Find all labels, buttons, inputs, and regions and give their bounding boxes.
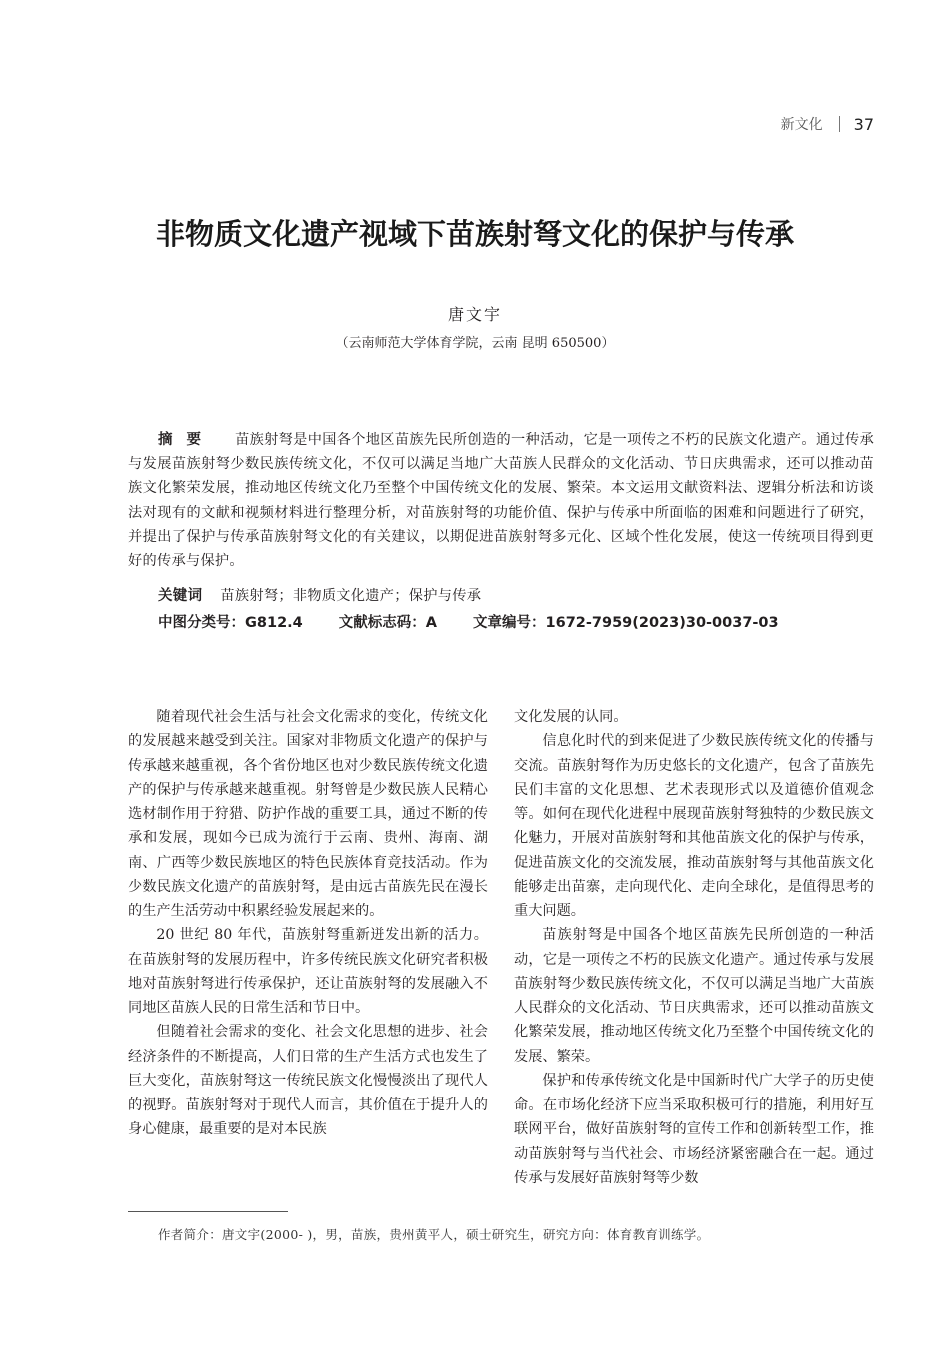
clc-number: 中图分类号：G812.4	[158, 615, 303, 631]
body-paragraph: 但随着社会需求的变化、社会文化思想的进步、社会经济条件的不断提高，人们日常的生产生活方式也发生了巨大变化，苗族射弩这一传统民族文化慢慢淡出了现代人的视野。苗族射弩对于现代人而言，其价值在于提升人的身心健康，最重要的是对本民族	[128, 1024, 488, 1138]
running-header	[781, 114, 874, 134]
article-number: 文章编号：1672-7959(2023)30-0037-03	[473, 615, 779, 631]
author-footnote: 作者简介：唐文宇(2000- )，男，苗族，贵州黄平人，硕士研究生，研究方向：体育教育训练学。	[158, 1227, 710, 1242]
journal-section: 新文化	[780, 117, 823, 133]
header-divider	[839, 116, 840, 132]
keywords-text: 苗族射弩；非物质文化遗产；保护与传承	[220, 588, 482, 604]
body-column-right	[514, 705, 874, 1190]
author-affiliation: （云南师范大学体育学院，云南 昆明 650500）	[335, 336, 615, 351]
keywords-line	[158, 584, 481, 605]
classification-line	[158, 611, 815, 632]
body-column-left	[128, 705, 488, 1142]
keywords-label: 关键词	[158, 588, 203, 604]
page-number: 37	[853, 114, 874, 134]
body-paragraph-continued: 文化发展的认同。	[514, 709, 628, 725]
body-paragraph: 信息化时代的到来促进了少数民族传统文化的传播与交流。苗族射弩作为历史悠长的文化遗产，包含了苗族先民们丰富的文化思想、艺术表现形式以及道德价值观念等。如何在现代化进程中展现苗族射弩独特的少数民族文化魅力，开展对苗族射弩和其他苗族文化的保护与传承，促进苗族文化的交流发展，推动苗族射弩与其他苗族文化能够走出苗寨，走向现代化、走向全球化，是值得思考的重大问题。	[514, 733, 874, 919]
body-paragraph: 苗族射弩是中国各个地区苗族先民所创造的一种活动，它是一项传之不朽的民族文化遗产。通过传承与发展苗族射弩少数民族传统文化，不仅可以满足当地广大苗族人民群众的文化活动、节日庆典需求，还可以推动苗族文化繁荣发展，推动地区传统文化乃至整个中国传统文化的发展、繁荣。	[514, 927, 874, 1065]
body-paragraph: 随着现代社会生活与社会文化需求的变化，传统文化的发展越来越受到关注。国家对非物质文化遗产的保护与传承越来越重视，各个省份地区也对少数民族传统文化遗产的保护与传承越来越重视。射弩曾是少数民族人民精心选材制作用于狩猎、防护作战的重要工具，通过不断的传承和发展，现如今已成为流行于云南、贵州、海南、湖南、广西等少数民族地区的特色民族体育竞技活动。作为少数民族文化遗产的苗族射弩，是由远古苗族先民在漫长的生产生活劳动中积累经验发展起来的。	[128, 709, 488, 919]
abstract-text: 苗族射弩是中国各个地区苗族先民所创造的一种活动，它是一项传之不朽的民族文化遗产。通过传承与发展苗族射弩少数民族传统文化，不仅可以满足当地广大苗族人民群众的文化活动、节日庆典需求，还可以推动苗族文化繁荣发展，推动地区传统文化乃至整个中国传统文化的发展、繁荣。本文运用文献资料法、逻辑分析法和访谈法对现有的文献和视频材料进行整理分析，对苗族射弩的功能价值、保护与传承中所面临的困难和问题进行了研究，并提出了保护与传承苗族射弩文化的有关建议，以期促进苗族射弩多元化、区域个性化发展，使这一传统项目得到更好的传承与保护。	[128, 432, 875, 570]
abstract-block	[128, 428, 874, 573]
author-name: 唐文宇	[447, 305, 502, 324]
abstract-label: 摘要	[158, 432, 216, 448]
footnote-rule	[128, 1211, 288, 1212]
document-code: 文献标志码：A	[338, 615, 438, 631]
body-paragraph: 保护和传承传统文化是中国新时代广大学子的历史使命。在市场化经济下应当采取积极可行的措施，利用好互联网平台，做好苗族射弩的宣传工作和创新转型工作，推动苗族射弩与当代社会、市场经济紧密融合在一起。通过传承与发展好苗族射弩等少数	[514, 1072, 874, 1186]
body-paragraph: 20 世纪 80 年代，苗族射弩重新迸发出新的活力。在苗族射弩的发展历程中，许多传统民族文化研究者积极地对苗族射弩进行传承保护，还让苗族射弩的发展融入不同地区苗族人民的日常生活和节日中。	[128, 927, 488, 1016]
article-title: 非物质文化遗产视域下苗族射弩文化的保护与传承	[155, 217, 794, 251]
